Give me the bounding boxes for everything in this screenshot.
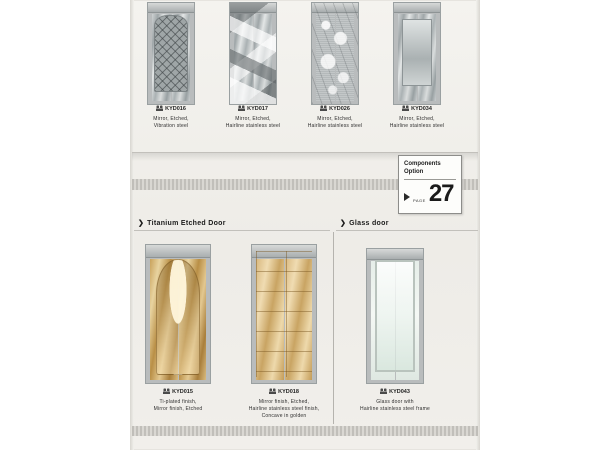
door-leaf	[371, 261, 395, 380]
product-description	[386, 116, 448, 130]
product-description-line: Mirror, Etched,	[235, 116, 271, 122]
door-leaf	[396, 261, 420, 380]
door-thumb-icon	[380, 388, 387, 394]
door-thumb-icon	[320, 105, 327, 111]
product-code-row	[140, 105, 202, 113]
door-lintel	[230, 3, 276, 13]
product-code: KYD018	[278, 389, 299, 395]
product-description	[340, 399, 450, 413]
section-column-divider	[333, 232, 334, 424]
door-lintel	[367, 249, 423, 260]
door-image-kyd016	[147, 2, 195, 105]
section-heading-titanium-label: Titanium Etched Door	[147, 220, 226, 227]
section-heading-underline-glass	[336, 230, 478, 231]
product-description-line: Ti-plated finish,	[159, 399, 197, 405]
door-thumb-icon	[156, 105, 163, 111]
door-image-kyd034	[393, 2, 441, 105]
product-description-line: Vibration steel	[153, 123, 189, 129]
badge-title-line2: Option	[404, 169, 424, 175]
product-code-row	[222, 105, 284, 113]
product-code-row	[340, 388, 450, 396]
section-heading-titanium	[138, 219, 226, 227]
door-thumb-icon	[238, 105, 245, 111]
product-description-line: Mirror, Etched,	[317, 116, 353, 122]
product-card-kyd016[interactable]	[140, 2, 202, 130]
product-code: KYD015	[172, 389, 193, 395]
badge-title	[399, 156, 461, 176]
door-leaf	[285, 259, 313, 380]
page-badge	[398, 155, 462, 214]
page-edge-left	[130, 0, 134, 450]
product-description-line: Concave in golden	[261, 413, 307, 419]
badge-number-row	[399, 182, 461, 209]
door-image-kyd026	[311, 2, 359, 105]
door-leaf	[150, 259, 178, 380]
door-leaves	[398, 14, 436, 101]
door-leaves	[256, 259, 312, 380]
door-thumb-icon	[163, 388, 170, 394]
door-image-kyd015	[145, 244, 211, 384]
chevron-right-icon: ❯	[138, 220, 145, 227]
product-card-kyd017[interactable]	[222, 2, 284, 130]
product-description-line: Hairline stainless steel	[225, 123, 281, 129]
decorative-band-bottom	[132, 426, 478, 436]
door-lintel	[148, 3, 194, 13]
door-lintel	[312, 3, 358, 13]
product-description-line: Mirror finish, Etched	[153, 406, 203, 412]
product-code-row	[238, 388, 330, 396]
product-code: KYD016	[165, 106, 186, 112]
door-leaf	[234, 14, 253, 101]
section-heading-glass	[340, 219, 389, 227]
product-code: KYD043	[389, 389, 410, 395]
door-image-kyd043	[366, 248, 424, 384]
product-description	[304, 116, 366, 130]
door-leaves	[152, 14, 190, 101]
product-card-kyd018[interactable]	[238, 244, 330, 420]
door-leaf	[179, 259, 207, 380]
badge-page-label: PAGE	[413, 198, 426, 203]
door-leaves	[316, 14, 354, 101]
door-leaves	[371, 261, 419, 380]
door-leaf	[254, 14, 273, 101]
product-code: KYD026	[329, 106, 350, 112]
product-description-line: Glass door with	[376, 399, 414, 405]
product-code-row	[137, 388, 219, 396]
door-lintel	[146, 245, 210, 258]
section-heading-underline-titanium	[134, 230, 330, 231]
door-thumb-icon	[269, 388, 276, 394]
door-image-kyd018	[251, 244, 317, 384]
product-code: KYD034	[411, 106, 432, 112]
door-leaf	[418, 14, 437, 101]
door-leaves	[234, 14, 272, 101]
play-arrow-icon	[404, 193, 410, 201]
page-edge-right	[476, 0, 480, 450]
chevron-right-icon: ❯	[340, 220, 347, 227]
product-card-kyd034[interactable]	[386, 2, 448, 130]
section-heading-glass-label: Glass door	[349, 220, 389, 227]
product-description	[140, 116, 202, 130]
door-leaves	[150, 259, 206, 380]
product-card-kyd043[interactable]	[340, 248, 450, 413]
product-code: KYD017	[247, 106, 268, 112]
door-image-kyd017	[229, 2, 277, 105]
door-leaf	[172, 14, 191, 101]
door-leaf	[336, 14, 355, 101]
door-leaf	[152, 14, 171, 101]
door-leaf	[256, 259, 284, 380]
product-description	[238, 399, 330, 420]
door-leaf	[316, 14, 335, 101]
product-description-line: Hairline stainless steel finish,	[248, 406, 320, 412]
badge-page-number: 27	[428, 180, 454, 207]
product-card-kyd015[interactable]	[137, 244, 219, 413]
badge-title-line1: Components	[404, 161, 441, 167]
product-description-line: Mirror finish, Etched,	[258, 399, 310, 405]
door-lintel	[252, 245, 316, 258]
door-leaf	[398, 14, 417, 101]
product-description-line: Hairline stainless steel	[389, 123, 445, 129]
product-description-line: Mirror, Etched,	[399, 116, 435, 122]
product-description	[222, 116, 284, 130]
product-description-line: Mirror, Etched,	[153, 116, 189, 122]
product-code-row	[386, 105, 448, 113]
product-description	[137, 399, 219, 413]
product-description-line: Hairline stainless steel	[307, 123, 363, 129]
door-thumb-icon	[402, 105, 409, 111]
product-code-row	[304, 105, 366, 113]
product-card-kyd026[interactable]	[304, 2, 366, 130]
door-lintel	[394, 3, 440, 13]
product-description-line: Hairline stainless steel frame	[360, 406, 430, 412]
